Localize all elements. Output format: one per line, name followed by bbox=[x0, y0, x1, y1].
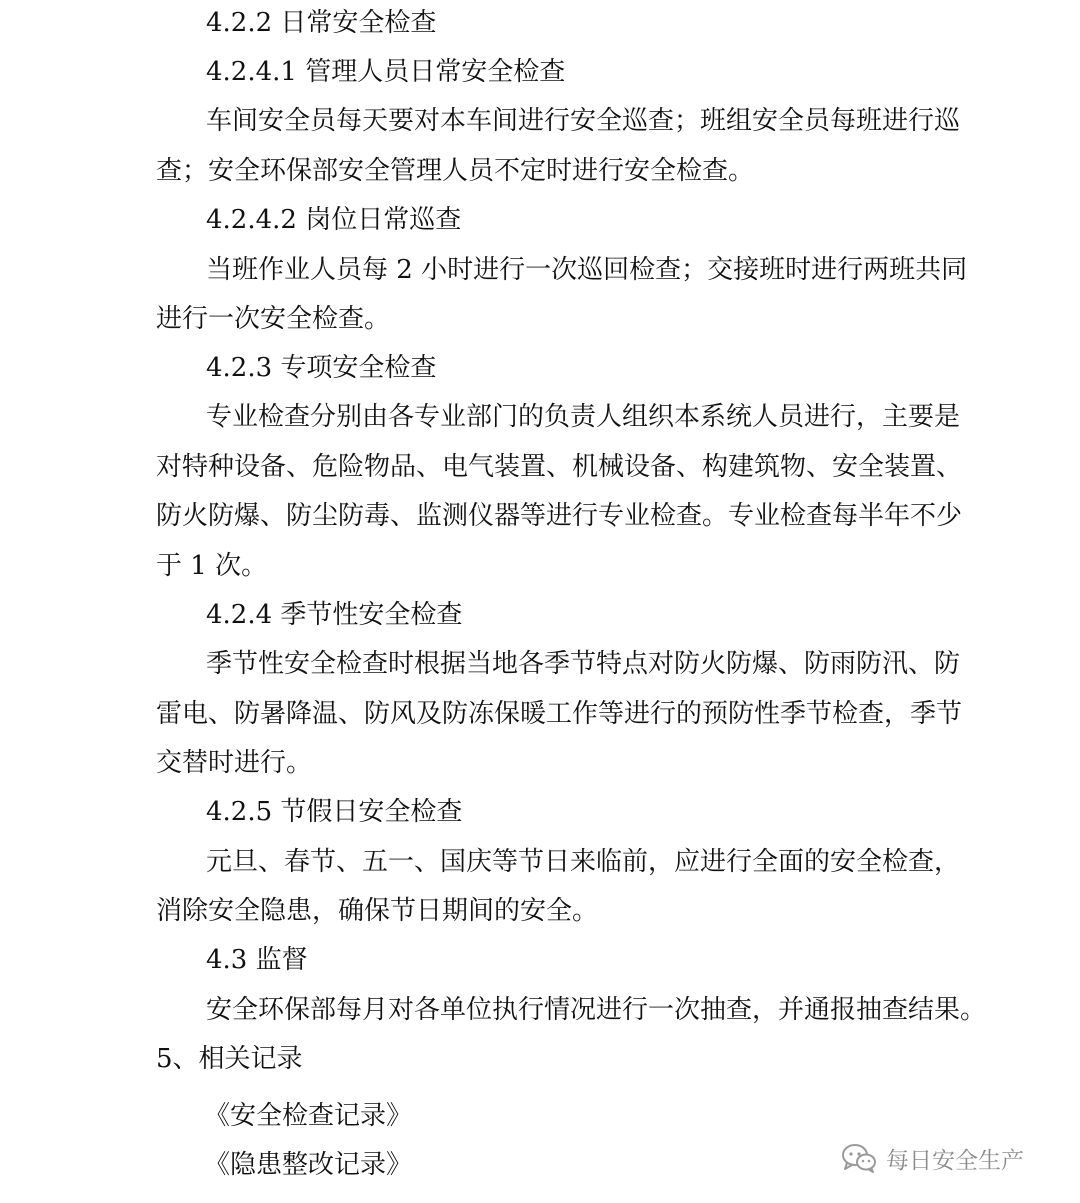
paragraph-line: 安全环保部每月对各单位执行情况进行一次抽查，并通报抽查结果。 bbox=[206, 995, 987, 1025]
wechat-icon bbox=[840, 1142, 878, 1174]
paragraph-line: 防火防爆、防尘防毒、监测仪器等进行专业检查。专业检查每半年不少 bbox=[156, 501, 963, 531]
paragraph-line: 消除安全隐患，确保节日期间的安全。 bbox=[156, 896, 599, 926]
paragraph-line: 对特种设备、危险物品、电气装置、机械设备、构建筑物、安全装置、 bbox=[156, 452, 963, 482]
paragraph-line: 专业检查分别由各专业部门的负责人组织本系统人员进行，主要是 bbox=[206, 402, 961, 432]
record-item: 《隐患整改记录》 bbox=[204, 1150, 413, 1180]
paragraph-line: 查；安全环保部安全管理人员不定时进行安全检查。 bbox=[156, 156, 755, 186]
watermark-text: 每日安全生产 bbox=[886, 1147, 1024, 1174]
paragraph-line: 雷电、防暑降温、防风及防冻保暖工作等进行的预防性季节检查，季节 bbox=[156, 699, 963, 729]
paragraph-line: 于 1 次。 bbox=[156, 551, 268, 581]
section-heading-4-3: 4.3 监督 bbox=[206, 945, 308, 975]
watermark bbox=[840, 1138, 1024, 1178]
section-heading-4-2-4-1: 4.2.4.1 管理人员日常安全检查 bbox=[206, 57, 566, 87]
paragraph-line: 当班作业人员每 2 小时进行一次巡回检查；交接班时进行两班共同 bbox=[206, 255, 968, 285]
paragraph-line: 进行一次安全检查。 bbox=[156, 304, 391, 334]
paragraph-line: 交替时进行。 bbox=[156, 748, 313, 778]
section-heading-4-2-5: 4.2.5 节假日安全检查 bbox=[206, 797, 463, 827]
record-item: 《安全检查记录》 bbox=[204, 1101, 413, 1131]
paragraph-line: 元旦、春节、五一、国庆等节日来临前，应进行全面的安全检查， bbox=[206, 847, 961, 877]
paragraph-line: 季节性安全检查时根据当地各季节特点对防火防爆、防雨防汛、防 bbox=[206, 649, 961, 679]
section-heading-4-2-4: 4.2.4 季节性安全检查 bbox=[206, 600, 463, 630]
section-heading-5: 5、相关记录 bbox=[156, 1044, 303, 1074]
section-heading-4-2-4-2: 4.2.4.2 岗位日常巡查 bbox=[206, 205, 462, 235]
section-heading-4-2-2: 4.2.2 日常安全检查 bbox=[206, 8, 437, 38]
section-heading-4-2-3: 4.2.3 专项安全检查 bbox=[206, 353, 437, 383]
paragraph-line: 车间安全员每天要对本车间进行安全巡查；班组安全员每班进行巡 bbox=[206, 106, 961, 136]
